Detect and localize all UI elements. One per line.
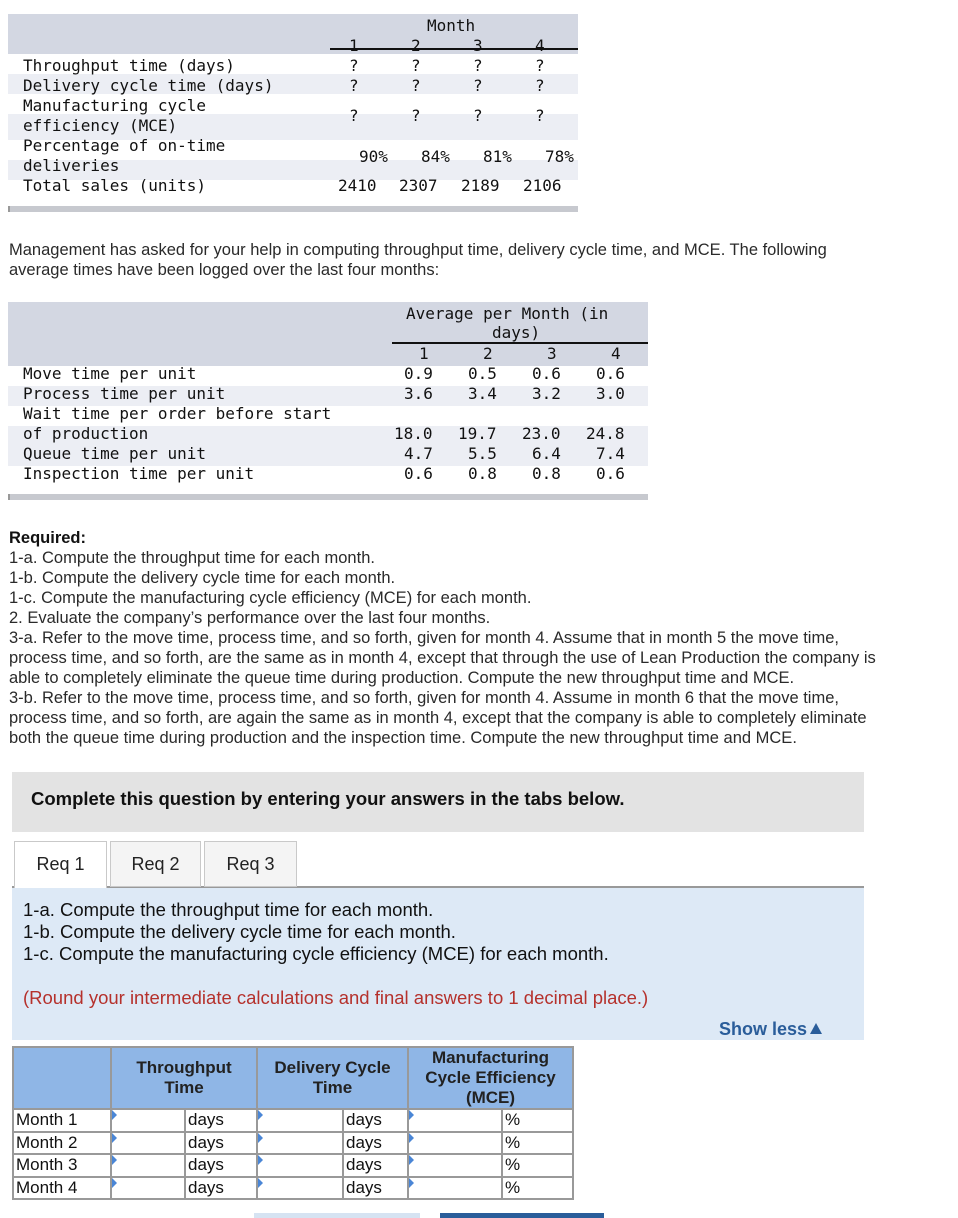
delivery-header xyxy=(257,1047,408,1109)
required-line: 1-a. Compute the throughput time for each month. xyxy=(9,549,375,567)
intro-text xyxy=(9,240,827,280)
intro-line: average times have been logged over the last four months: xyxy=(9,261,440,279)
cell-value: ? xyxy=(473,106,483,125)
mce-input-cell[interactable] xyxy=(408,1154,502,1177)
delivery-input[interactable] xyxy=(258,1156,342,1176)
unit-label: % xyxy=(502,1109,573,1132)
tab-req-1[interactable]: Req 1 xyxy=(14,841,107,888)
mce-input[interactable] xyxy=(409,1133,501,1153)
delivery-input[interactable] xyxy=(258,1133,342,1153)
unit-label: days xyxy=(343,1154,408,1177)
row-label: Wait time per order before start xyxy=(23,404,332,423)
cell-value: ? xyxy=(411,76,421,95)
throughput-input-cell[interactable] xyxy=(111,1132,185,1155)
row-label: Total sales (units) xyxy=(23,176,207,195)
panel-line: 1-b. Compute the delivery cycle time for each month. xyxy=(23,921,456,942)
required-line: process time, and so forth, are the same as in month 4, except that through the use of Lean Production the company is xyxy=(9,649,876,667)
requirement-panel xyxy=(12,888,864,1040)
month-group-header: Month xyxy=(427,16,476,35)
unit-label: days xyxy=(343,1132,408,1155)
header-line: Throughput xyxy=(136,1058,232,1077)
rounding-note: (Round your intermediate calculations and final answers to 1 decimal place.) xyxy=(23,987,649,1008)
delivery-input[interactable] xyxy=(258,1178,342,1198)
throughput-input[interactable] xyxy=(112,1156,184,1176)
table-bottom-bar xyxy=(8,206,578,212)
required-line: 1-b. Compute the delivery cycle time for each month. xyxy=(9,569,396,587)
throughput-input[interactable] xyxy=(112,1133,184,1153)
cell-value: 2307 xyxy=(399,176,438,195)
cell-value: 4.7 xyxy=(404,444,433,463)
show-less-link[interactable] xyxy=(719,1019,822,1040)
header-line: Time xyxy=(312,1078,353,1097)
next-button[interactable] xyxy=(440,1213,604,1218)
cell-value: ? xyxy=(473,56,483,75)
row-label: Process time per unit xyxy=(23,384,226,403)
row-label: of production xyxy=(23,424,149,443)
triangle-up-icon xyxy=(810,1023,822,1034)
throughput-input-cell[interactable] xyxy=(111,1109,185,1132)
mce-input[interactable] xyxy=(409,1111,501,1131)
cell-value: 3.2 xyxy=(532,384,561,403)
cell-value: 23.0 xyxy=(522,424,561,443)
header-line: Cycle Efficiency xyxy=(425,1068,556,1087)
month-header: 2 xyxy=(483,344,493,363)
mce-input[interactable] xyxy=(409,1178,501,1198)
group-header: days) xyxy=(492,323,541,342)
cell-value: 0.6 xyxy=(596,364,625,383)
month-summary-table xyxy=(8,14,578,212)
cell-value: ? xyxy=(411,106,421,125)
required-line: 3-a. Refer to the move time, process time, and so forth, given for month 4. Assume that in month 5 the move time, xyxy=(9,629,839,647)
average-times-table xyxy=(8,302,648,500)
month-label: Month 1 xyxy=(13,1109,111,1132)
delivery-input-cell[interactable] xyxy=(257,1109,343,1132)
cell-value: 24.8 xyxy=(586,424,625,443)
month-header: 4 xyxy=(611,344,621,363)
table-row xyxy=(13,1132,573,1155)
instructions-banner xyxy=(12,772,864,832)
cell-value: 78% xyxy=(545,147,574,166)
cell-value: 6.4 xyxy=(532,444,561,463)
throughput-input-cell[interactable] xyxy=(111,1177,185,1200)
cell-value: 2106 xyxy=(523,176,562,195)
required-line: process time, and so forth, are again the same as in month 4, except that the company is able to completely eliminate xyxy=(9,709,867,727)
row-label: deliveries xyxy=(23,156,120,175)
header-line: Time xyxy=(164,1078,204,1097)
row-label: Move time per unit xyxy=(23,364,197,383)
cell-value: 0.6 xyxy=(404,464,433,483)
tab-req-3[interactable]: Req 3 xyxy=(204,841,297,887)
row-label: Queue time per unit xyxy=(23,444,207,463)
unit-label: % xyxy=(502,1154,573,1177)
cell-value: 0.5 xyxy=(468,364,497,383)
month-header: 1 xyxy=(349,36,359,55)
header-line: Delivery Cycle xyxy=(274,1058,391,1077)
cell-value: ? xyxy=(535,56,545,75)
mce-input-cell[interactable] xyxy=(408,1109,502,1132)
month-header: 3 xyxy=(473,36,483,55)
mce-header xyxy=(408,1047,573,1109)
header-rule xyxy=(392,342,648,344)
required-line: 1-c. Compute the manufacturing cycle efficiency (MCE) for each month. xyxy=(9,589,532,607)
table-row xyxy=(13,1154,573,1177)
prev-button[interactable] xyxy=(254,1213,420,1218)
month-label: Month 2 xyxy=(13,1132,111,1155)
unit-label: % xyxy=(502,1177,573,1200)
unit-label: days xyxy=(185,1154,257,1177)
delivery-input-cell[interactable] xyxy=(257,1154,343,1177)
mce-input[interactable] xyxy=(409,1156,501,1176)
cell-value: 0.6 xyxy=(532,364,561,383)
cell-value: ? xyxy=(411,56,421,75)
cell-value: 3.4 xyxy=(468,384,497,403)
cell-value: 81% xyxy=(483,147,512,166)
month-header: 3 xyxy=(547,344,557,363)
required-heading: Required: xyxy=(9,529,87,547)
cell-value: ? xyxy=(349,76,359,95)
mce-input-cell[interactable] xyxy=(408,1177,502,1200)
unit-label: days xyxy=(185,1132,257,1155)
required-section xyxy=(9,528,876,748)
delivery-input-cell[interactable] xyxy=(257,1132,343,1155)
month-label: Month 3 xyxy=(13,1154,111,1177)
table-row xyxy=(13,1177,573,1200)
cell-value: 3.0 xyxy=(596,384,625,403)
required-line: 2. Evaluate the company’s performance over the last four months. xyxy=(9,609,491,627)
month-header: 4 xyxy=(535,36,545,55)
row-label: Manufacturing cycle xyxy=(23,96,207,115)
unit-label: % xyxy=(502,1132,573,1155)
delivery-input[interactable] xyxy=(258,1111,342,1131)
mce-input-cell[interactable] xyxy=(408,1132,502,1155)
month-label: Month 4 xyxy=(13,1177,111,1200)
cell-value: 18.0 xyxy=(394,424,433,443)
unit-label: days xyxy=(185,1177,257,1200)
row-label: Delivery cycle time (days) xyxy=(23,76,274,95)
cell-value: 0.8 xyxy=(532,464,561,483)
cell-value: ? xyxy=(535,76,545,95)
cell-value: 84% xyxy=(421,147,450,166)
unit-label: days xyxy=(343,1109,408,1132)
month-header: 2 xyxy=(411,36,421,55)
required-line: able to completely eliminate the queue time during production. Compute the new throughput time and MCE. xyxy=(9,669,795,687)
row-label: Percentage of on-time xyxy=(23,136,226,155)
month-header: 1 xyxy=(419,344,429,363)
cell-value: 2410 xyxy=(338,176,377,195)
answer-table xyxy=(12,1046,574,1200)
header-line: Manufacturing xyxy=(431,1048,550,1067)
group-header: Average per Month (in xyxy=(406,304,609,323)
tab-req-2[interactable]: Req 2 xyxy=(110,841,201,887)
cell-value: 90% xyxy=(359,147,388,166)
delivery-input-cell[interactable] xyxy=(257,1177,343,1200)
banner-text: Complete this question by entering your answers in the tabs below. xyxy=(31,788,625,809)
row-label: efficiency (MCE) xyxy=(23,116,178,135)
cell-value: 19.7 xyxy=(458,424,497,443)
throughput-input-cell[interactable] xyxy=(111,1154,185,1177)
corner-header xyxy=(13,1047,111,1109)
show-less-label: Show less xyxy=(719,1019,808,1039)
cell-value: ? xyxy=(349,106,359,125)
cell-value: ? xyxy=(349,56,359,75)
throughput-header xyxy=(111,1047,257,1109)
intro-line: Management has asked for your help in computing throughput time, delivery cycle time, and MCE. The following xyxy=(9,241,827,259)
unit-label: days xyxy=(185,1109,257,1132)
cell-value: 3.6 xyxy=(404,384,433,403)
panel-line: 1-c. Compute the manufacturing cycle efficiency (MCE) for each month. xyxy=(23,943,609,964)
table-row xyxy=(13,1109,573,1132)
cell-value: 5.5 xyxy=(468,444,497,463)
table-bottom-bar xyxy=(8,494,648,500)
row-label: Throughput time (days) xyxy=(23,56,235,75)
cell-value: 0.9 xyxy=(404,364,433,383)
cell-value: 0.8 xyxy=(468,464,497,483)
required-line: both the queue time during production and the inspection time. Compute the new throughput time and MCE. xyxy=(9,729,797,747)
throughput-input[interactable] xyxy=(112,1111,184,1131)
throughput-input[interactable] xyxy=(112,1178,184,1198)
cell-value: ? xyxy=(535,106,545,125)
row-label: Inspection time per unit xyxy=(23,464,255,483)
cell-value: ? xyxy=(473,76,483,95)
required-line: 3-b. Refer to the move time, process time, and so forth, given for month 4. Assume in month 6 that the move time, xyxy=(9,689,839,707)
panel-line: 1-a. Compute the throughput time for each month. xyxy=(23,899,434,920)
header-line: (MCE) xyxy=(465,1088,516,1107)
cell-value: 2189 xyxy=(461,176,500,195)
cell-value: 0.6 xyxy=(596,464,625,483)
unit-label: days xyxy=(343,1177,408,1200)
cell-value: 7.4 xyxy=(596,444,625,463)
